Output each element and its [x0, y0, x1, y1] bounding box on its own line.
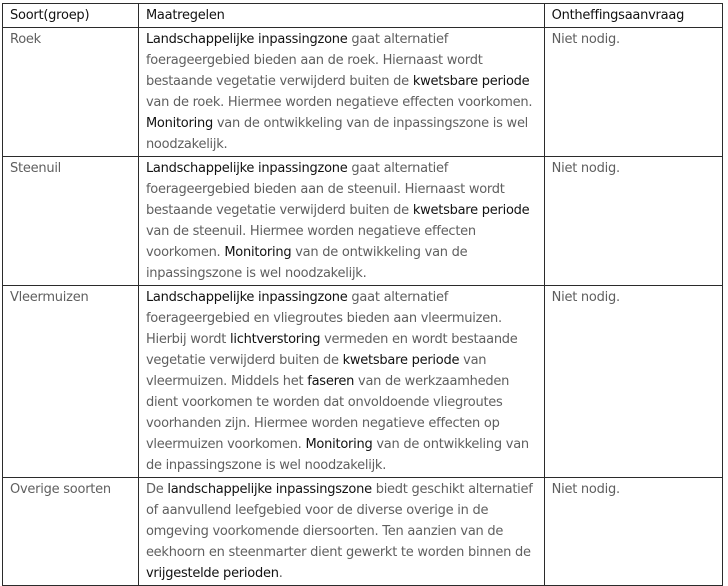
keyword-text: landschappelijke inpassingszone: [167, 482, 372, 497]
table-row: [3, 28, 723, 157]
keyword-text: Landschappelijke inpassingzone: [145, 32, 348, 47]
species-cell: Overige soorten: [3, 478, 139, 586]
measure-text: van vleermuizen. Middels het: [145, 353, 487, 389]
keyword-text: Landschappelijke inpassingzone: [145, 161, 348, 176]
measure-text: van de werkzaamheden dient voorkomen te worden dat onvoldoende vliegroutes voorhanden zijn. Hiermee worden negatieve effecten op vleermuizen voorkomen.: [145, 374, 510, 452]
table-row: [3, 286, 723, 478]
measure-text: vermeden en wordt bestaande vegetatie verwijderd buiten de: [145, 332, 518, 368]
keyword-text: faseren: [307, 374, 355, 389]
species-cell: Roek: [3, 28, 139, 157]
measures-cell: [138, 286, 544, 478]
measure-text: biedt geschikt alternatief of aanvullend leefgebied voor de diverse overige in de omgeving voorkomende diersoorten. Ten aanzien van de eekhoorn en steenmarter dient gewerkt te worden binnen de: [145, 482, 533, 560]
measure-text: gaat alternatief foerageergebied en vliegroutes bieden aan vleermuizen. Hierbij wordt: [145, 290, 502, 347]
exemption-cell: Niet nodig.: [544, 478, 722, 586]
exemption-cell: Niet nodig.: [544, 28, 722, 157]
measure-text: van de ontwikkeling van de inpassingszone is wel noodzakelijk.: [145, 245, 468, 281]
keyword-text: Monitoring: [145, 116, 213, 131]
measures-cell: [138, 157, 544, 286]
keyword-text: Monitoring: [305, 437, 373, 452]
measure-text: gaat alternatief foerageergebied bieden aan de steenuil. Hiernaast wordt bestaande vegetatie verwijderd buiten de: [145, 161, 505, 218]
measure-text: van de roek. Hiermee worden negatieve effecten voorkomen.: [145, 95, 533, 110]
table-row: [3, 157, 723, 286]
exemption-cell: Niet nodig.: [544, 286, 722, 478]
table-row: [3, 478, 723, 586]
measures-cell: [138, 478, 544, 586]
table-header-row: [3, 4, 723, 28]
measure-text: gaat alternatief foerageergebied bieden aan de roek. Hiernaast wordt bestaande vegetatie verwijderd buiten de: [145, 32, 483, 89]
measure-text: van de steenuil. Hiermee worden negatieve effecten voorkomen.: [145, 224, 476, 260]
measures-cell: [138, 28, 544, 157]
keyword-text: lichtverstoring: [229, 332, 321, 347]
keyword-text: Landschappelijke inpassingzone: [145, 290, 348, 305]
species-cell: Steenuil: [3, 157, 139, 286]
measure-text: .: [278, 566, 283, 581]
keyword-text: vrijgestelde perioden: [145, 566, 279, 581]
species-cell: Vleermuizen: [3, 286, 139, 478]
header-measures: Maatregelen: [138, 4, 544, 28]
measures-table: [2, 3, 723, 586]
keyword-text: kwetsbare periode: [412, 74, 530, 89]
header-exemption: Ontheffingsaanvraag: [544, 4, 722, 28]
keyword-text: kwetsbare periode: [412, 203, 530, 218]
header-species: Soort(groep): [3, 4, 139, 28]
measure-text: De: [145, 482, 168, 497]
keyword-text: kwetsbare periode: [342, 353, 460, 368]
measure-text: van de ontwikkeling van de inpassingszone is wel noodzakelijk.: [145, 116, 529, 152]
keyword-text: Monitoring: [224, 245, 292, 260]
measure-text: van de ontwikkeling van de inpassingszone is wel noodzakelijk.: [145, 437, 529, 473]
exemption-cell: Niet nodig.: [544, 157, 722, 286]
